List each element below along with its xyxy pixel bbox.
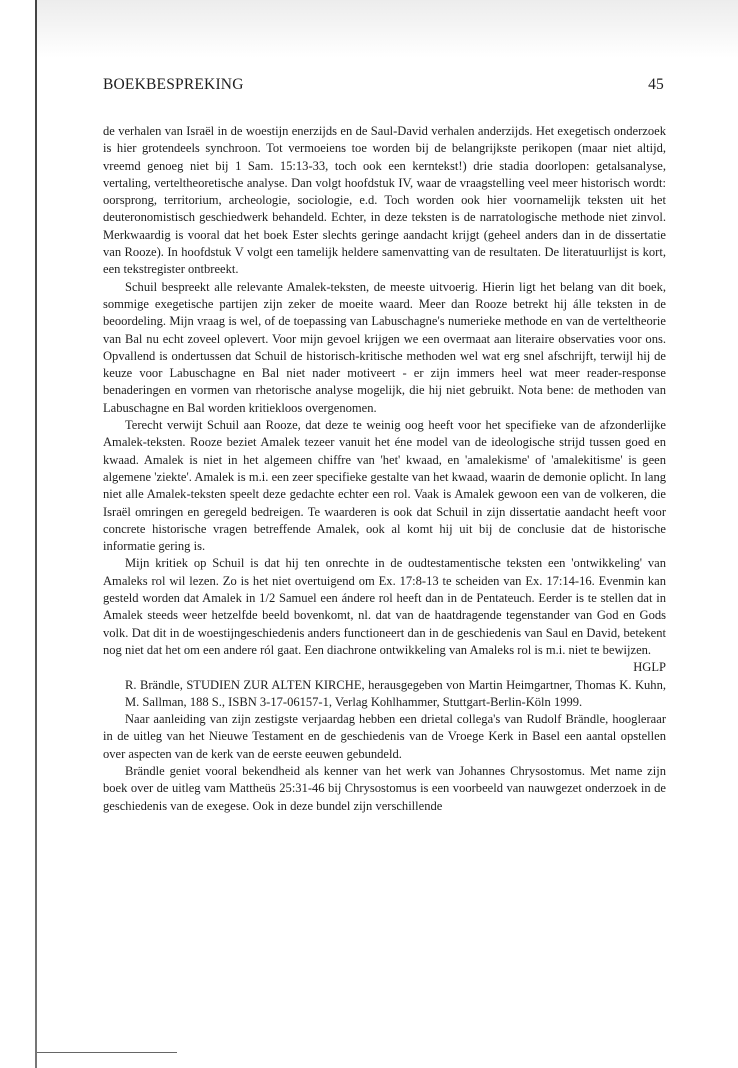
paragraph: Terecht verwijt Schuil aan Rooze, dat deze te weinig oog heeft voor het specifieke van de afzonderlijke Amalek-teksten. Rooze beziet Amalek tezeer vanuit het éne model van de ideologische strijd tussen goed en kwaad. Amalek is niet in het algemeen chiffre van 'het' kwaad, en 'amalekisme' of 'amalekitisme' is geen algemene 'ziekte'. Amalek is m.i. een zeer specifieke gestalte van het kwaad, waarin de demonie oplicht. In lang niet alle Amalek-teksten speelt deze gedachte echter een rol. Vaak is Amalek gewoon een van de volkeren, die Israël omringen en geregeld bedreigen. Te waarderen is ook dat Schuil in zijn dissertatie aandacht heeft voor concrete historische vragen betreffende Amalek, ook al komt hij uit bij de conclusie dat de historische informatie gering is.	[103, 418, 666, 554]
scan-binding-edge	[35, 0, 37, 1068]
paragraph: Brändle geniet vooral bekendheid als kenner van het werk van Johannes Chrysostomus. Met name zijn boek over de uitleg vam Mattheüs 25:31-46 bij Chrysostomus is een voorbeeld van nauwgezet onderzoek in de geschiedenis van de exegese. Ook in deze bundel zijn verschillende	[103, 763, 666, 813]
reviewer-signature: HGLP	[633, 660, 666, 675]
paragraph: Naar aanleiding van zijn zestigste verjaardag hebben een drietal collega's van Rudolf Brändle, hoogleraar in de uitleg van het Nieuwe Testament en de geschiedenis van de Vroege Kerk in Basel een aantal opstellen over aspecten van de kerk van de eerste eeuwen gebundeld.	[103, 712, 666, 761]
paragraph: de verhalen van Israël in de woestijn enerzijds en de Saul-David verhalen anderzijds. Het exegetisch onderzoek is hier grotendeels synchroon. Tot vermoeiens toe worden bij de belangrijkste perikopen (maar niet altijd, vreemd genoeg niet bij 1 Sam. 15:13-33, toch ook een kerntekst!) drie stadia doorlopen: getalsanalyse, vertaling, verteltheoretische analyse. Dan volgt hoofdstuk IV, waar de vraagstelling veel meer historisch wordt: oorsprong, territorium, archeologie, sociologie, e.d. Toch worden ook hier voornamelijk teksten uit het deuteronomistisch geschiedwerk behandeld. Echter, in deze teksten is de narratologische methode niet zinvol. Merkwaardig is vooral dat het boek Ester slechts geringe aandacht krijgt (geheel anders dan in de dissertatie van Rooze). In hoofdstuk V volgt een tamelijk heldere samenvatting van de resultaten. De literatuurlijst is kort, een tekstregister ontbreekt.	[103, 124, 666, 277]
scan-bottom-edge	[37, 1052, 177, 1053]
running-title: BOEKBESPREKING	[103, 76, 244, 93]
page-body	[103, 123, 666, 815]
bibliographic-entry: R. Brändle, STUDIEN ZUR ALTEN KIRCHE, herausgegeben von Martin Heimgartner, Thomas K. Kuhn, M. Sallman, 188 S., ISBN 3-17-06157-1, Verlag Kohlhammer, Stuttgart-Berlin-Köln 1999.	[125, 677, 666, 709]
scan-shadow	[37, 0, 738, 58]
paragraph: Mijn kritiek op Schuil is dat hij ten onrechte in de oudtestamentische teksten een 'ontwikkeling' van Amaleks rol wil lezen. Zo is het niet overtuigend om Ex. 17:8-13 te scheiden van Ex. 17:14-16. Evenmin kan gesteld worden dat Amalek in 1/2 Samuel een ándere rol heeft dan in de Pentateuch. Eerder is te stellen dat in Amalek steeds weer hetzelfde beeld bovenkomt, nl. dat van de haatdragende tegenstander van God en Gods volk. Dat dit in de woestijngeschiedenis anders functioneert dan in de geschiedenis van Saul en David, betekent nog niet dat het om een andere ról gaat. Een diachrone ontwikkeling van Amaleks rol is m.i. niet te bewijzen.	[103, 556, 666, 657]
paragraph: Schuil bespreekt alle relevante Amalek-teksten, de meeste uitvoerig. Hierin ligt het belang van dit boek, sommige exegetische partijen zijn zeker de moeite waard. Meer dan Rooze betrekt hij álle teksten in de beoordeling. Mijn vraag is wel, of de toepassing van Labuschagne's numerieke methode en van de verteltheorie van Bal nu echt zoveel oplevert. Voor mijn gevoel krijgen we een overmaat aan literaire observaties voor ons. Opvallend is ondertussen dat Schuil de historisch-kritische methoden wel wat erg snel afschrijft, terwijl hij de keuze voor Labuschagne en Bal niet nader motiveert - er zijn immers heel wat meer reader-response benaderingen en vormen van rhetorische analyse mogelijk, die hij niet gebruikt. Nota bene: de methoden van Labuschagne en Bal worden kritiekloos overgenomen.	[103, 279, 666, 415]
page-header	[103, 76, 664, 94]
page-number: 45	[648, 76, 664, 93]
